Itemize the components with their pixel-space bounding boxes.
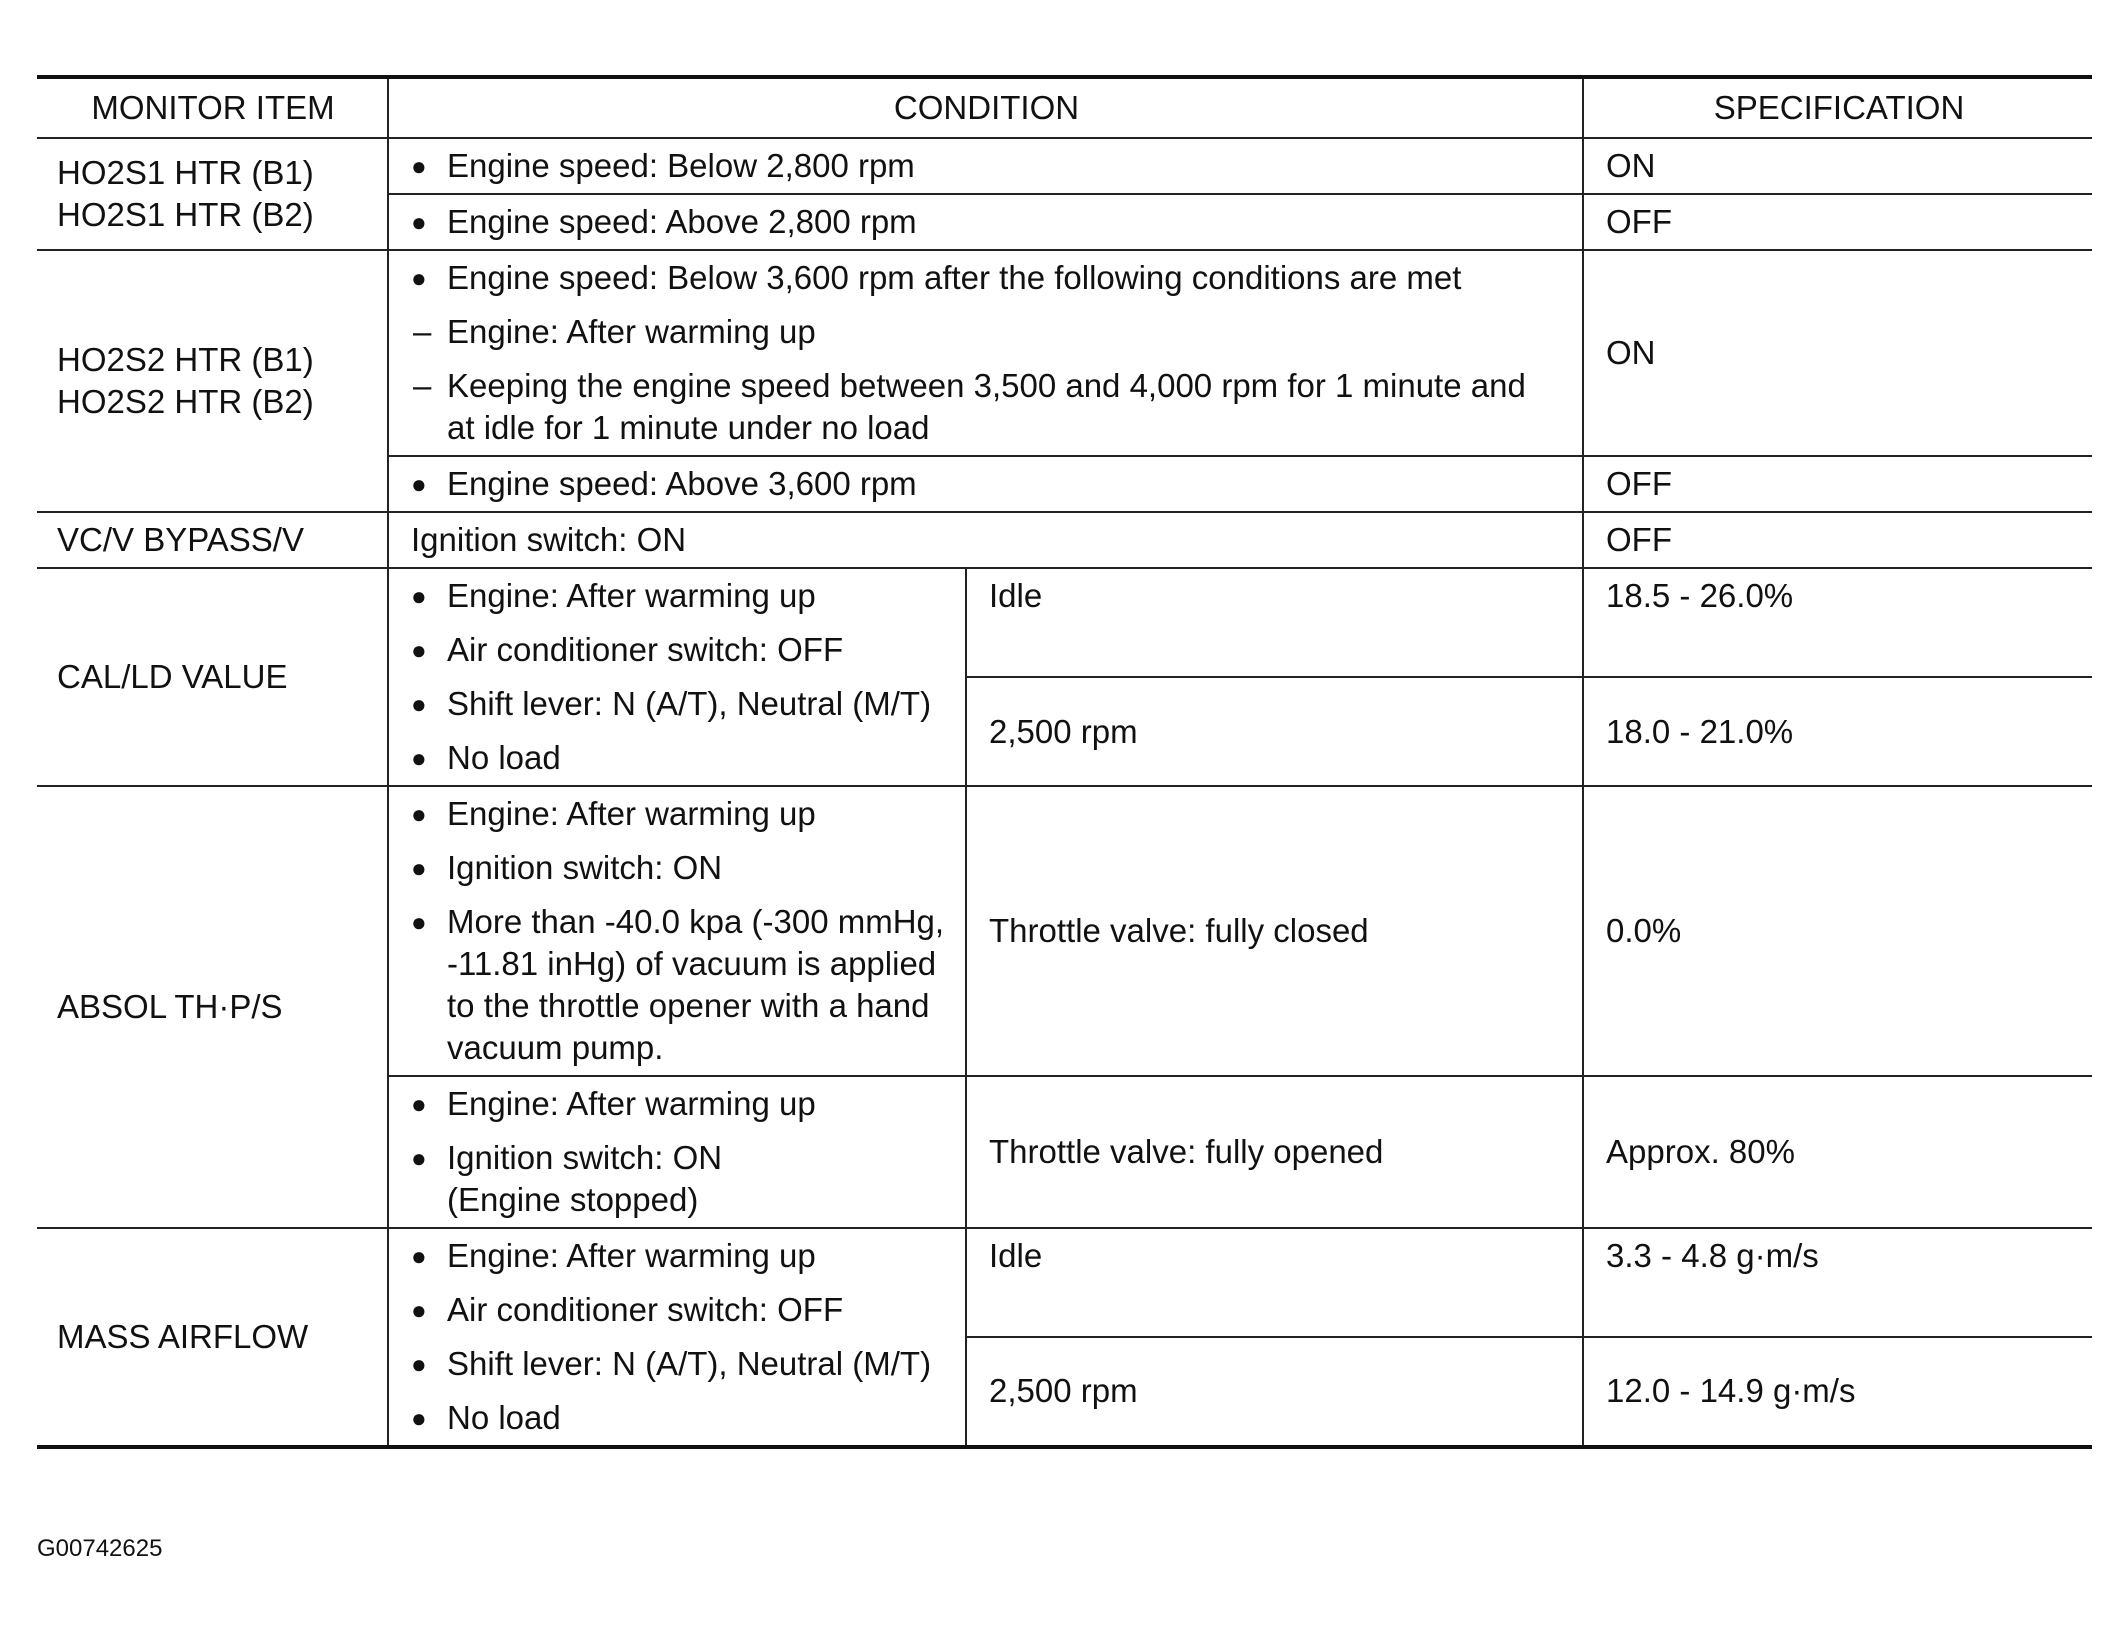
spec-cell: 12.0 - 14.9 g·m/s	[1583, 1337, 2092, 1447]
condition-dash: – Keeping the engine speed between 3,500 and 4,000 rpm for 1 minute and at idle for 1 minute under no load	[411, 365, 1562, 449]
item-line: HO2S1 HTR (B2)	[57, 196, 314, 233]
condition-bullet: ● Air conditioner switch: OFF	[411, 629, 945, 671]
state-cell: Idle	[966, 1228, 1583, 1337]
condition-bullet: ● No load	[411, 1397, 945, 1439]
spec-cell: 0.0%	[1583, 786, 2092, 1076]
item-line: HO2S1 HTR (B1)	[57, 154, 314, 191]
monitor-item-ho2s1	[37, 138, 388, 250]
state-cell: Throttle valve: fully opened	[966, 1076, 1583, 1228]
condition-cell	[388, 456, 1583, 512]
condition-bullet: ● Shift lever: N (A/T), Neutral (M/T)	[411, 683, 945, 725]
spec-cell: 3.3 - 4.8 g·m/s	[1583, 1228, 2092, 1337]
state-cell: Throttle valve: fully closed	[966, 786, 1583, 1076]
condition-cell	[388, 138, 1583, 194]
monitor-item-calld: CAL/LD VALUE	[37, 568, 388, 786]
table-row	[37, 138, 2092, 194]
header-specification: SPECIFICATION	[1583, 77, 2092, 138]
condition-bullet: ● Engine: After warming up	[411, 793, 945, 835]
condition-bullet: ● Ignition switch: ON	[411, 847, 945, 889]
condition-bullet: ● No load	[411, 737, 945, 779]
spec-cell: OFF	[1583, 512, 2092, 568]
table-row	[37, 512, 2092, 568]
table-row	[37, 786, 2092, 1076]
header-condition: CONDITION	[388, 77, 1583, 138]
condition-cell	[388, 786, 966, 1076]
condition-dash: – Engine: After warming up	[411, 311, 1562, 353]
table-row	[37, 250, 2092, 456]
header-monitor-item: MONITOR ITEM	[37, 77, 388, 138]
condition-bullet: ● Engine: After warming up	[411, 575, 945, 617]
table-row	[37, 568, 2092, 677]
monitor-spec-table	[37, 75, 2092, 1449]
condition-bullet	[411, 1137, 945, 1221]
condition-cell	[388, 568, 966, 786]
condition-bullet: ● Engine speed: Above 3,600 rpm	[411, 463, 1562, 505]
spec-cell: OFF	[1583, 456, 2092, 512]
condition-bullet: ● Engine speed: Below 2,800 rpm	[411, 145, 1562, 187]
condition-text: ● Ignition switch: ON	[447, 1139, 723, 1176]
condition-cell	[388, 1228, 966, 1447]
monitor-item-vcv: VC/V BYPASS/V	[37, 512, 388, 568]
condition-cell: Ignition switch: ON	[388, 512, 1583, 568]
condition-cell	[388, 194, 1583, 250]
condition-cell	[388, 1076, 966, 1228]
state-cell: 2,500 rpm	[966, 1337, 1583, 1447]
spec-cell: ON	[1583, 250, 2092, 456]
condition-bullet: ● Engine speed: Below 3,600 rpm after the following conditions are met	[411, 257, 1562, 299]
header-row	[37, 77, 2092, 138]
state-cell: 2,500 rpm	[966, 677, 1583, 786]
item-line: HO2S2 HTR (B2)	[57, 383, 314, 420]
table-row	[37, 1228, 2092, 1337]
figure-code: G00742625	[37, 1535, 163, 1562]
condition-note: (Engine stopped)	[447, 1181, 699, 1218]
spec-cell: ON	[1583, 138, 2092, 194]
condition-bullet: ● More than -40.0 kpa (-300 mmHg, -11.81 inHg) of vacuum is applied to the throttle opener with a hand vacuum pump.	[411, 901, 945, 1069]
item-line: HO2S2 HTR (B1)	[57, 341, 314, 378]
condition-bullet: ● Engine: After warming up	[411, 1083, 945, 1125]
spec-cell: Approx. 80%	[1583, 1076, 2092, 1228]
monitor-item-maf: MASS AIRFLOW	[37, 1228, 388, 1447]
spec-cell: 18.5 - 26.0%	[1583, 568, 2092, 677]
monitor-item-ho2s2	[37, 250, 388, 512]
monitor-item-absol: ABSOL TH·P/S	[37, 786, 388, 1228]
spec-cell: OFF	[1583, 194, 2092, 250]
state-cell: Idle	[966, 568, 1583, 677]
spec-cell: 18.0 - 21.0%	[1583, 677, 2092, 786]
condition-cell	[388, 250, 1583, 456]
condition-bullet: ● Air conditioner switch: OFF	[411, 1289, 945, 1331]
condition-bullet: ● Engine: After warming up	[411, 1235, 945, 1277]
condition-bullet: ● Engine speed: Above 2,800 rpm	[411, 201, 1562, 243]
condition-bullet: ● Shift lever: N (A/T), Neutral (M/T)	[411, 1343, 945, 1385]
